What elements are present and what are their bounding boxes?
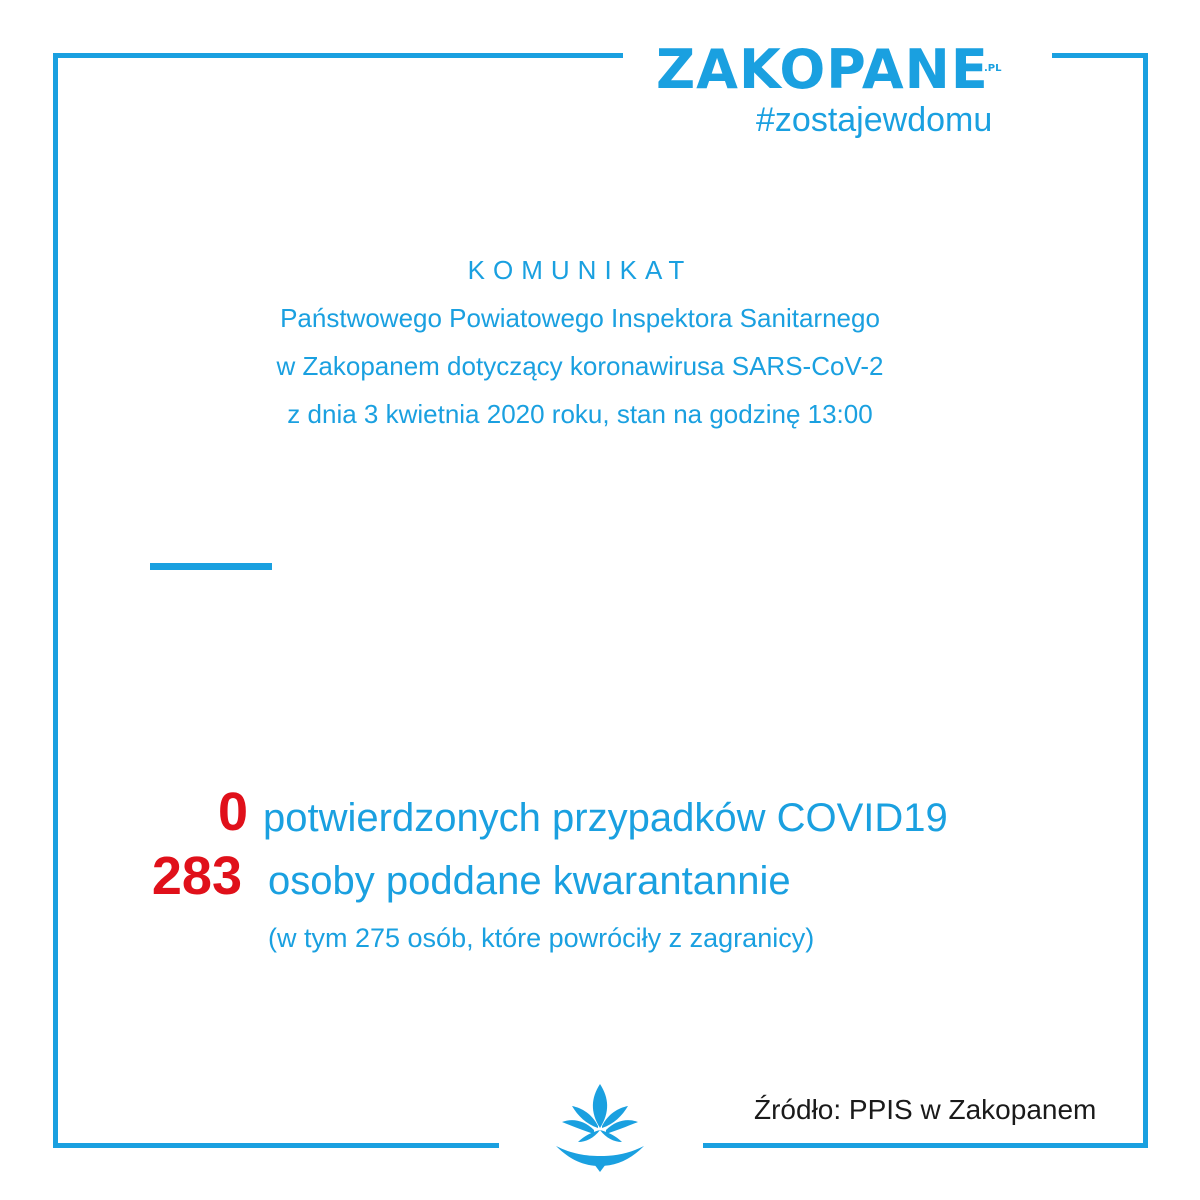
frame-bottom-left [53, 1143, 499, 1148]
frame-right [1143, 53, 1148, 1148]
frame-top-left [53, 53, 623, 58]
zakopane-logo [656, 40, 1016, 140]
quarantine-count: 283 [151, 846, 242, 906]
logo-wordmark: ZAKOPANE [656, 38, 989, 101]
announcement-line: z dnia 3 kwietnia 2020 roku, stan na godzinę 13:00 [287, 399, 873, 429]
quarantine-label: osoby poddane kwarantannie [268, 859, 791, 903]
confirmed-cases-label: potwierdzonych przypadków COVID19 [263, 796, 948, 840]
hashtag: #zostajewdomu [756, 101, 993, 139]
announcement-line: w Zakopanem dotyczący koronawirusa SARS-CoV-2 [276, 351, 884, 381]
divider-dash [150, 563, 272, 570]
confirmed-cases-count: 0 [217, 782, 248, 842]
logo-domain-suffix: .PL [984, 63, 1002, 74]
announcement-header [0, 252, 1160, 438]
source-credit: Źródło: PPIS w Zakopanem [754, 1094, 1097, 1125]
announcement-line: Państwowego Powiatowego Inspektora Sanitarnego [280, 303, 880, 333]
announcement-title: KOMUNIKAT [467, 255, 693, 285]
frame-top-right [1052, 53, 1148, 58]
quarantine-note: (w tym 275 osób, które powróciły z zagranicy) [268, 923, 815, 953]
crocus-flower-icon [554, 1082, 646, 1172]
frame-bottom-right [703, 1143, 1148, 1148]
frame-left [53, 53, 58, 1148]
